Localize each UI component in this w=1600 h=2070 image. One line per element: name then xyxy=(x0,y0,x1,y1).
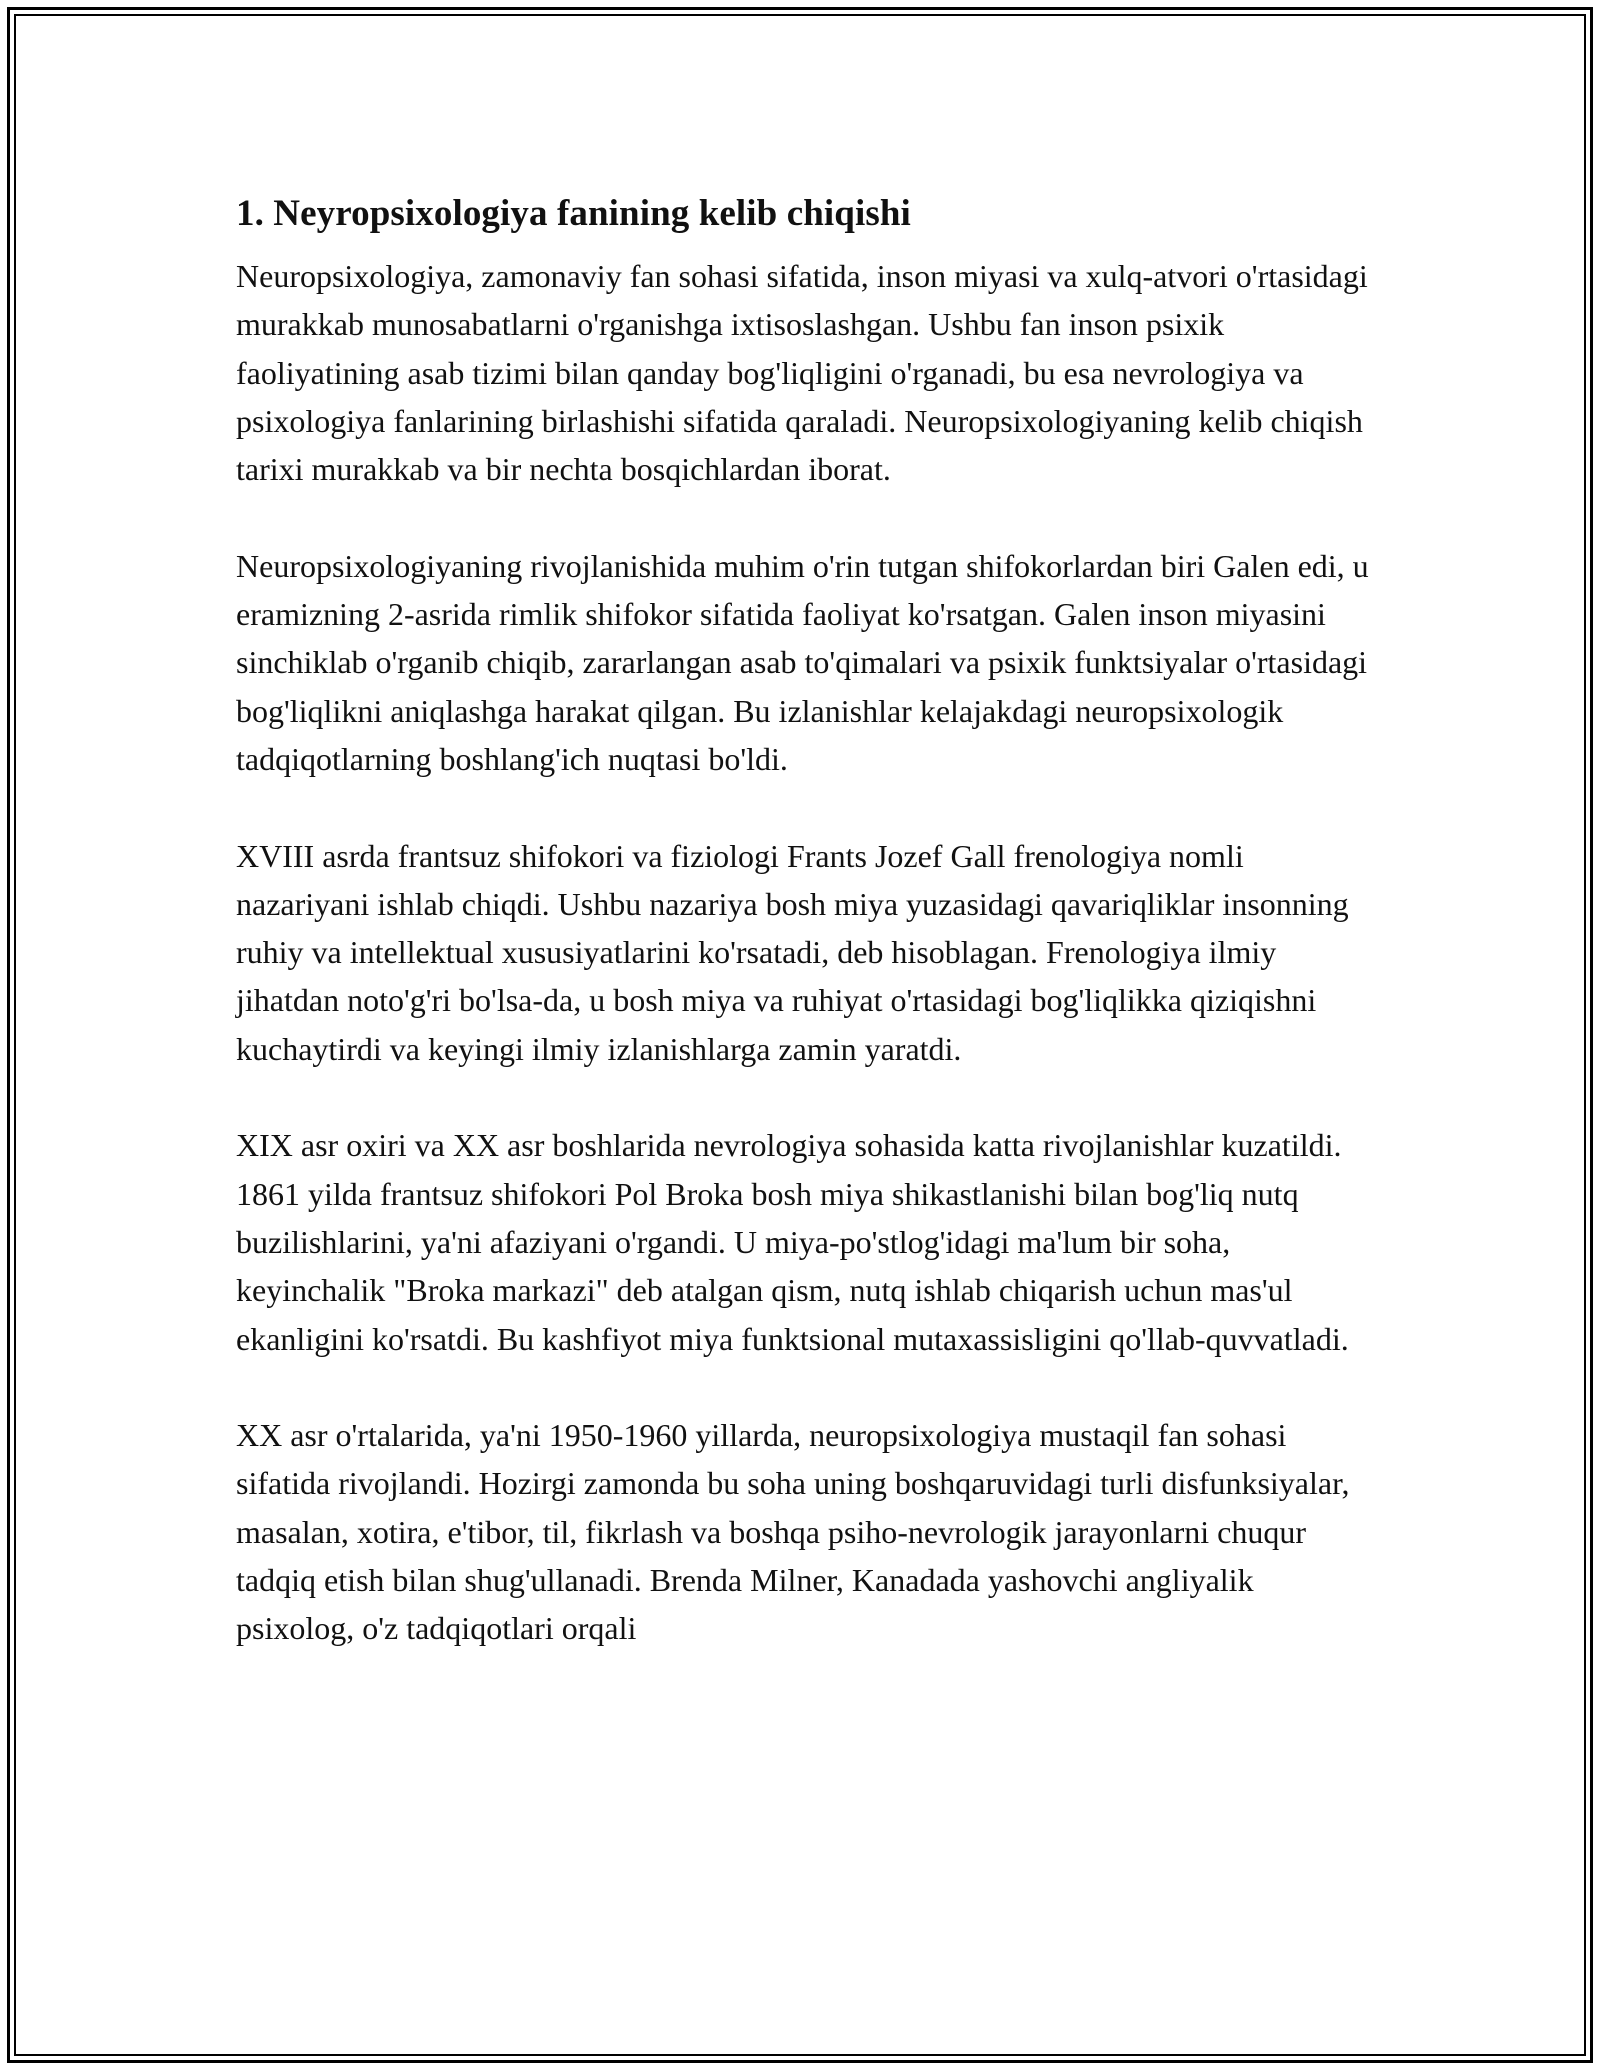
paragraph-galen: Neuropsixologiyaning rivojlanishida muhim o'rin tutgan shifokorlardan biri Galen edi, u eramizning 2-asrida rimlik shifokor sifatida faoliyat ko'rsatgan. Galen inson miyasini sinchiklab o'rganib chiqib, zararlangan asab to'qimalari va psixik funktsiyalar o'rtasidagi bog'liqlikni aniqlashga harakat qilgan. Bu izlanishlar kelajakdagi neuropsixologik tadqiqotlarning boshlang'ich nuqtasi bo'ldi. xyxy=(236,547,1369,777)
paragraph-origins: Neuropsixologiya, zamonaviy fan sohasi sifatida, inson miyasi va xulq-atvori o'rtasidagi murakkab munosabatlarni o'rganishga ixtisoslashgan. Ushbu fan inson psixik faoliyatining asab tizimi bilan qanday bog'liqligini o'rganadi, bu esa nevrologiya va psixologiya fanlarining birlashishi sifatida qaraladi. Neuropsixologiyaning kelib chiqish tarixi murakkab va bir nechta bosqichlardan iborat. xyxy=(236,258,1368,488)
document-body xyxy=(236,188,1376,1701)
paragraph-gall-phrenology: XVIII asrda frantsuz shifokori va fiziologi Frants Jozef Gall frenologiya nomli nazariyani ishlab chiqdi. Ushbu nazariya bosh miya yuzasidagi qavariqliklar insonning ruhiy va intellektual xususiyatlarini ko'rsatadi, deb hisoblagan. Frenologiya ilmiy jihatdan noto'g'ri bo'lsa-da, u bosh miya va ruhiyat o'rtasidagi bog'liqlikka qiziqishni kuchaytirdi va keyingi ilmiy izlanishlarga zamin yaratdi. xyxy=(236,837,1349,1067)
paragraph-broca: XIX asr oxiri va XX asr boshlarida nevrologiya sohasida katta rivojlanishlar kuzatildi. 1861 yilda frantsuz shifokori Pol Broka bosh miya shikastlanishi bilan bog'liq nutq buzilishlarini, ya'ni afaziyani o'rgandi. U miya-po'stlog'idagi ma'lum bir soha, keyinchalik "Broka markazi" deb atalgan qism, nutq ishlab chiqarish uchun mas'ul ekanligini ko'rsatdi. Bu kashfiyot miya funktsional mutaxassisligini qo'llab-quvvatladi. xyxy=(236,1127,1349,1357)
section-heading: 1. Neyropsixologiya fanining kelib chiqishi xyxy=(236,193,911,234)
paragraph-20th-century: XX asr o'rtalarida, ya'ni 1950-1960 yillarda, neuropsixologiya mustaqil fan sohasi sifatida rivojlandi. Hozirgi zamonda bu soha uning boshqaruvidagi turli disfunksiyalar, masalan, xotira, e'tibor, til, fikrlash va boshqa psiho-nevrologik jarayonlarni chuqur tadqiq etish bilan shug'ullanadi. Brenda Milner, Kanadada yashovchi angliyalik psixolog, o'z tadqiqotlari orqali xyxy=(236,1417,1350,1647)
